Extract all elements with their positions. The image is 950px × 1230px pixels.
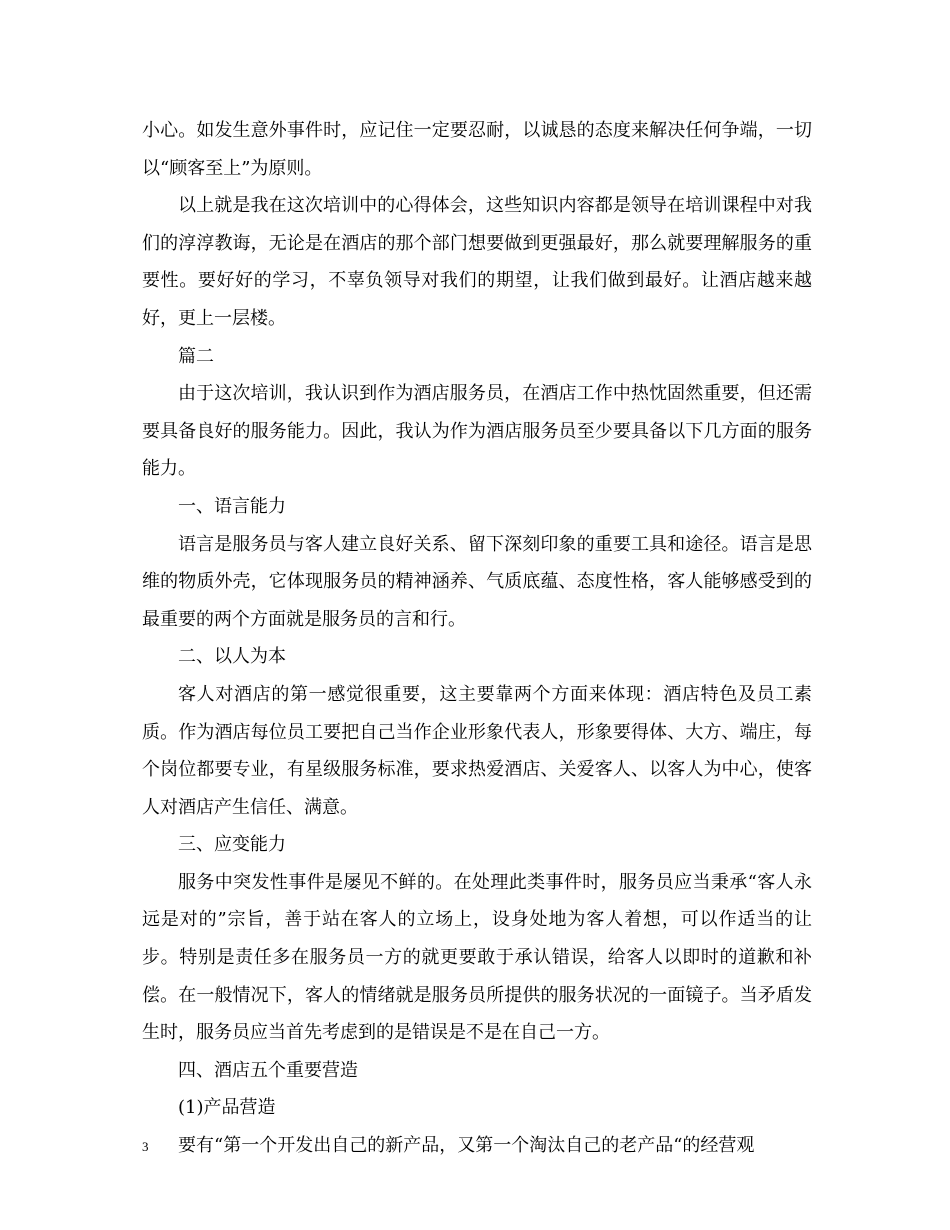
heading-five-constructions: 四、酒店五个重要营造 [178,1059,358,1081]
heading-language-ability: 一、语言能力 [178,495,286,517]
paragraph-7: 要有“第一个开发出自己的新产品，又第一个淘汰自己的老产品“的经营观 [178,1135,755,1157]
heading-people-oriented: 二、以人为本 [178,646,286,668]
heading-product-construction: (1)产品营造 [178,1097,276,1119]
paragraph-2: 以上就是我在这次培训中的心得体会，这些知识内容都是领导在培训课程中对我们的淳淳教诲，无论是在酒店的那个部门想要做到更强最好，那么就要理解服务的重要性。要好好的学习，不辜负领导对我们的期望，让我们做到最好。让酒店越来越好，更上一层楼。 [142,195,812,329]
paragraph-1: 小心。如发生意外事件时，应记住一定要忍耐，以诚恳的态度来解决任何争端，一切以“顾客至上”为原则。 [142,120,812,179]
paragraph-5: 客人对酒店的第一感觉很重要，这主要靠两个方面来体现：酒店特色及员工素质。作为酒店每位员工要把自己当作企业形象代表人，形象要得体、大方、端庄，每个岗位都要专业，有星级服务标准，要求热爱酒店、关爱客人、以客人为中心，使客人对酒店产生信任、满意。 [142,683,812,818]
heading-adaptability: 三、应变能力 [178,834,286,856]
paragraph-4: 语言是服务员与客人建立良好关系、留下深刻印象的重要工具和途径。语言是思维的物质外壳，它体现服务员的精神涵养、气质底蕴、态度性格，客人能够感受到的最重要的两个方面就是服务员的言和行。 [142,533,812,630]
page-number: 3 [142,1139,149,1154]
paragraph-3: 由于这次培训，我认识到作为酒店服务员，在酒店工作中热忱固然重要，但还需要具备良好的服务能力。因此，我认为作为酒店服务员至少要具备以下几方面的服务能力。 [142,383,812,480]
section-heading-part-two: 篇二 [178,345,214,367]
document-body [142,112,812,1165]
paragraph-6: 服务中突发性事件是屡见不鲜的。在处理此类事件时，服务员应当秉承“客人永远是对的”宗旨，善于站在客人的立场上，设身处地为客人着想，可以作适当的让步。特别是责任多在服务员一方的就更要敢于承认错误，给客人以即时的道歉和补偿。在一般情况下，客人的情绪就是服务员所提供的服务状况的一面镜子。当矛盾发生时，服务员应当首先考虑到的是错误是不是在自己一方。 [142,871,812,1044]
